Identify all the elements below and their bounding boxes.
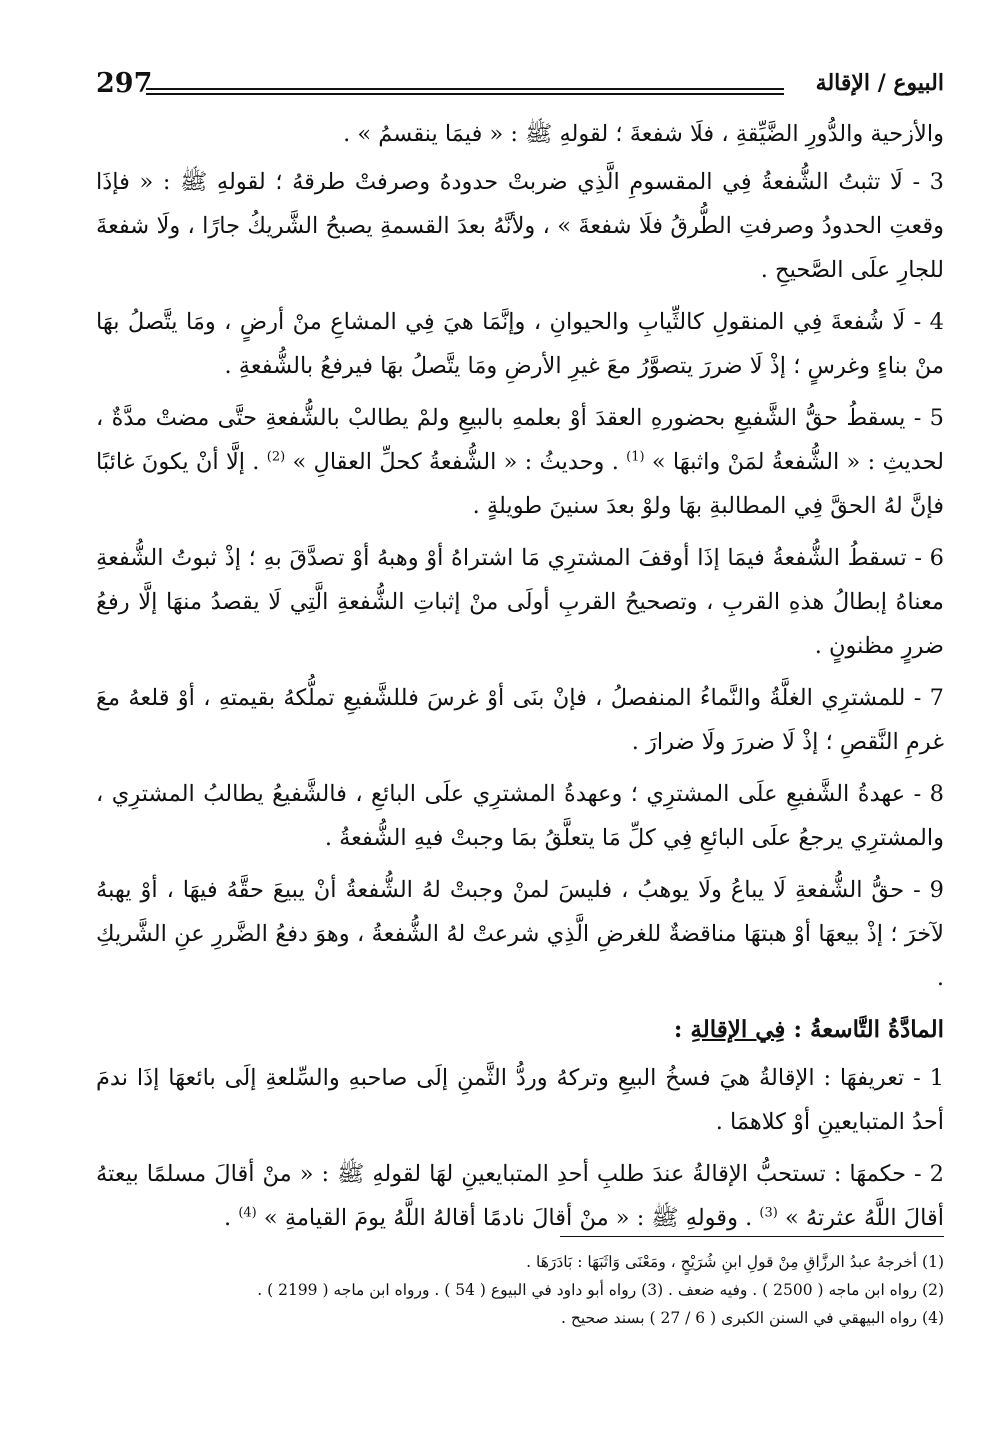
paragraph-7: 7 - للمشترِي الغلَّةُ والنَّماءُ المنفصلُ ، فإنْ بنَى أوْ غرسَ فللشَّفيعِ تملُّكهُ بقيمتهِ ، أوْ قلعهُ معَ غرمِ النَّقصِ ؛ إذْ لَا ضررَ ولَا ضرارَ . <box>96 685 944 755</box>
paragraph-6: 6 - تسقطُ الشُّفعةُ فيمَا إذَا أوقفَ المشترِي مَا اشتراهُ أوْ وهبهُ أوْ تصدَّقَ بهِ ؛ إذْ ثبوتُ الشُّفعةِ معناهُ إبطالُ هذهِ القربِ ، وتصحيحُ القربِ أولَى منْ إثباتِ الشُّفعةِ الَّتِي لَا يقصدُ منهَا إلَّا رفعُ ضررٍ مظنونٍ . <box>96 545 944 659</box>
footnotes <box>96 1248 944 1332</box>
paragraph-3: 3 - لَا تثبتُ الشُّفعةُ فِي المقسومِ الَّذِي ضربتْ حدودهُ وصرفتْ طرقهُ ؛ لقولهِ ﷺ : « فإذَا وقعتِ الحدودُ وصرفتِ الطُّرقُ فلَا شفعةَ » ، ولأنَّهُ بعدَ القسمةِ يصبحُ الشَّريكُ جارًا ، ولَا شفعةَ للجارِ علَى الصَّحيحِ . <box>96 169 944 283</box>
section-heading-prefix: المادَّةُ التَّاسعةُ : <box>785 1016 944 1043</box>
footnote-ref-3: (3) <box>759 1205 778 1221</box>
paragraph-continuation: والأزحية والدُّورِ الضَّيِّقةِ ، فلَا شفعةَ ؛ لقولهِ ﷺ : « فيمَا ينقسمُ » . <box>343 121 944 147</box>
footnote-ref-1: (1) <box>626 449 645 465</box>
section-heading <box>96 1008 944 1052</box>
footnote-4: (4) رواه البيهقي في السنن الكبرى ( 6 / 27 ) بسند صحيح . <box>560 1309 944 1327</box>
section-heading-suffix: : <box>673 1016 691 1043</box>
footnote-1: (1) أخرجهُ عبدُ الرزَّاقِ مِنْ قولِ ابنِ شُرَيْحٍ ، ومَعْنَى وَاثَبَهَا : بَادَرَهَا . <box>526 1253 944 1271</box>
section-heading-topic: فِي الإقالةِ <box>690 1016 786 1043</box>
paragraph-5-tail: . إلَّا أنْ يكونَ غائبًا فإنَّ لهُ الحقَّ فِي المطالبةِ بهَا ولوْ بعدَ سنينَ طويلةٍ . <box>96 449 944 519</box>
page-number: 297 <box>96 68 153 99</box>
footnote-ref-2: (2) <box>266 449 286 465</box>
paragraph-5-mid: . وحديثُ : « الشُّفعةُ كحلِّ العقالِ » <box>285 449 627 475</box>
header-double-rule <box>146 88 784 95</box>
page-header <box>96 64 944 104</box>
section-paragraph-1: 1 - تعريفهَا : الإقالةُ هيَ فسخُ البيعِ وتركهُ وردُّ الثَّمنِ إلَى صاحبهِ والسِّلعةِ إلَى بائعهَا إذَا ندمَ أحدُ المتبايعينِ أوْ كلاهمَا . <box>96 1065 944 1135</box>
section-paragraph-2-c: . <box>224 1205 239 1231</box>
section-paragraph-2-a: 2 - حكمهَا : تستحبُّ الإقالةُ عندَ طلبِ أحدِ المتبايعينِ لهَا لقولهِ ﷺ : « منْ أقالَ مسلمًا بيعتهُ أقالَ اللَّهُ عثرتهُ » <box>96 1161 944 1231</box>
paragraph-5 <box>96 396 944 528</box>
main-text <box>96 112 944 1248</box>
paragraph-8: 8 - عهدةُ الشَّفيعِ علَى المشترِي ؛ وعهدةُ المشترِي علَى البائعِ ، فالشَّفيعُ يطالبُ المشترِي ، والمشترِي يرجعُ علَى البائعِ فِي كلِّ مَا يتعلَّقُ بمَا وجبتْ فيهِ الشُّفعةُ . <box>96 781 944 851</box>
paragraph-5-start: 5 - يسقطُ حقُّ الشَّفيعِ بحضورهِ العقدَ أوْ بعلمهِ بالبيعِ ولمْ يطالبْ بالشُّفعةِ حتَّى مضتْ مدَّةٌ ، لحديثِ : « الشُّفعةُ لمَنْ واثبهَا » <box>96 405 944 475</box>
section-paragraph-2-b: . وقولهِ ﷺ : « منْ أقالَ نادمًا أقالهُ اللَّهُ يومَ القيامةِ » <box>256 1205 760 1231</box>
footnote-2-3: (2) رواه ابن ماجه ( 2500 ) . وفيه ضعف . (3) رواه أبو داود في البيوع ( 54 ) . ورواه ابن ماجه ( 2199 ) . <box>257 1281 944 1299</box>
section-paragraph-2 <box>96 1152 944 1240</box>
footnote-separator <box>560 1236 944 1237</box>
footnote-ref-4: (4) <box>238 1205 257 1221</box>
running-title: البيوع / الإقالة <box>815 70 944 96</box>
paragraph-4: 4 - لَا شُفعةَ فِي المنقولِ كالثِّيابِ والحيوانِ ، وإنَّمَا هيَ فِي المشاعِ منْ أرضٍ ، ومَا يتَّصلُ بهَا منْ بناءٍ وغرسٍ ؛ إذْ لَا ضررَ يتصوَّرُ معَ غيرِ الأرضِ ومَا يتَّصلُ بهَا فيرفعُ بالشُّفعةِ . <box>96 309 944 379</box>
paragraph-9: 9 - حقُّ الشُّفعةِ لَا يباعُ ولَا يوهبُ ، فليسَ لمنْ وجبتْ لهُ الشُّفعةُ أنْ يبيعَ حقَّهُ فيهَا ، أوْ يهبهُ لآخرَ ؛ إذْ بيعهَا أوْ هبتهَا مناقضةٌ للغرضِ الَّذِي شرعتْ لهُ الشُّفعةُ ، وهوَ دفعُ الضَّررِ عنِ الشَّريكِ . <box>96 877 944 991</box>
